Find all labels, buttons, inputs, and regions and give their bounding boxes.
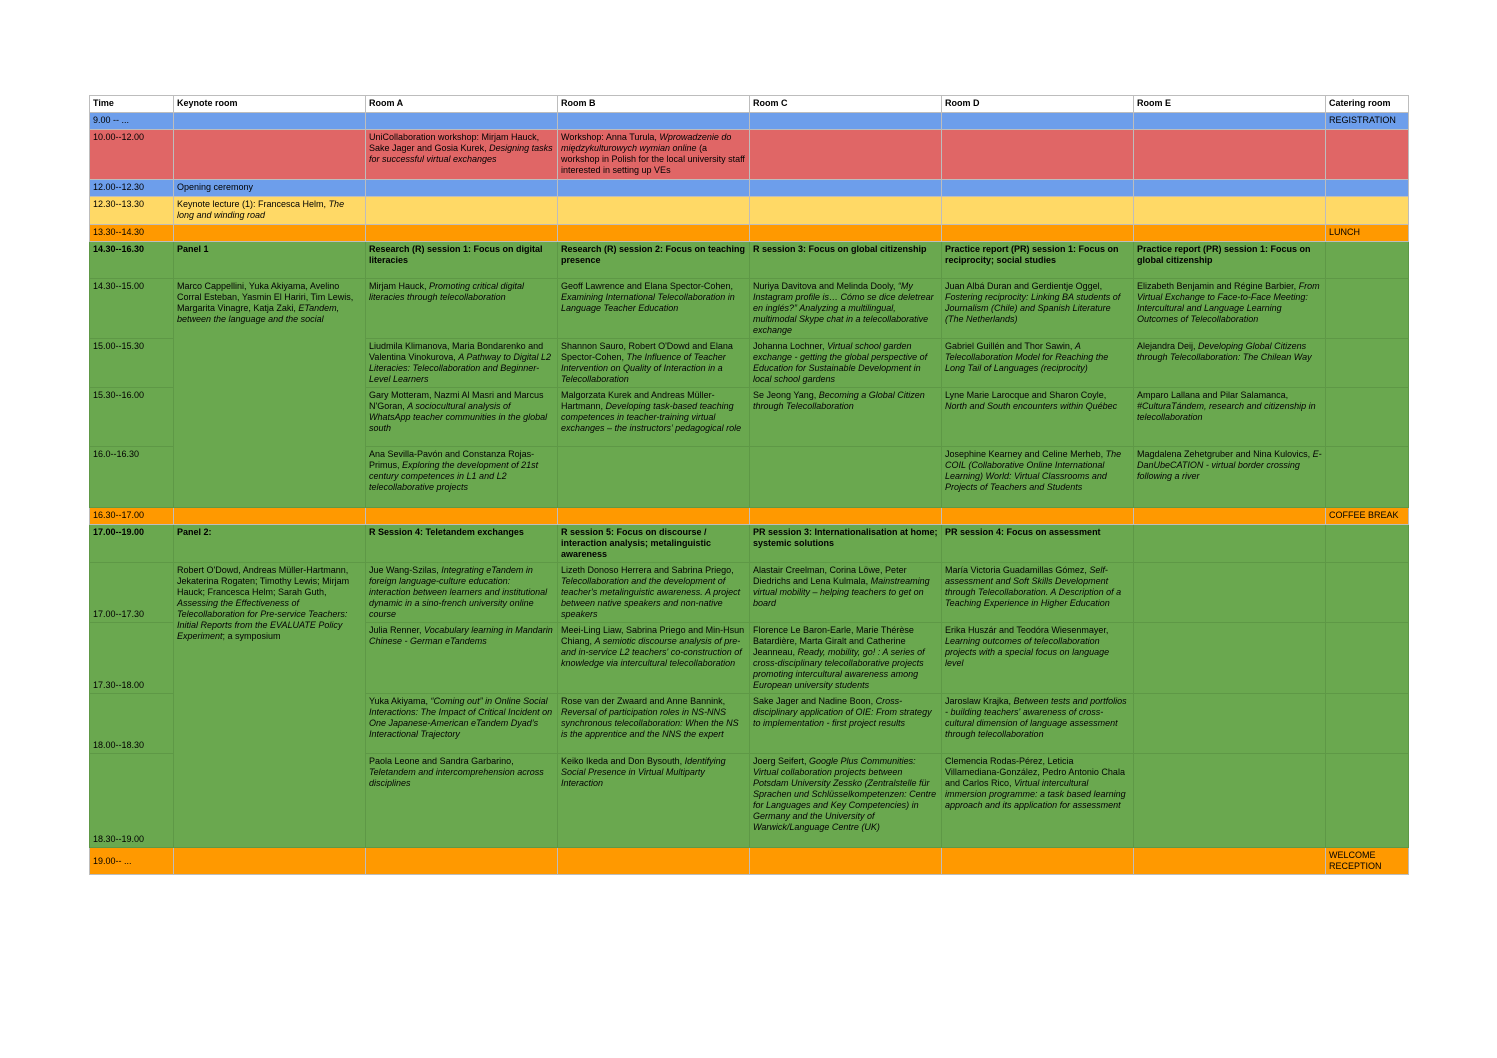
time-cell (90, 525, 174, 563)
empty-cell (1326, 339, 1409, 388)
empty-cell (366, 180, 558, 197)
time-cell: 16.0--16.30 (90, 447, 174, 508)
talk-title: A semiotic discourse analysis of pre- and in-service L2 teachers' co-construction of knowledge via intercultural telecollaboration (561, 636, 742, 668)
talk-title: Reversal of participation roles in NS-NNS synchronous telecollaboration: When the NS is the apprentice and the NNS the expert (561, 707, 739, 739)
empty-cell (366, 225, 558, 242)
session-heading: PR session 4: Focus on assessment (945, 527, 1101, 537)
empty-cell (1326, 130, 1409, 180)
session-heading-cell (942, 242, 1134, 279)
talk-title: Fostering reciprocity: Linking BA students of Journalism (Chile) and Spanish Literature (The Netherlands) (945, 292, 1121, 324)
talk-title: A Telecollaboration Model for Reaching the Long Tail of Languages (reciprocity) (945, 341, 1109, 373)
empty-cell (174, 113, 366, 130)
talk-authors: Paola Leone and Sandra Garbarino, (369, 756, 514, 766)
panel-title: Assessing the Effectiveness of Telecollaboration for Pre-service Teachers: Initial Reports from the EVALUATE Policy Experiment (177, 598, 348, 641)
talk-authors: Geoff Lawrence and Elana Spector-Cohen, (561, 281, 733, 291)
session-note: (a workshop in Polish for the local university staff interested in setting up VEs (561, 143, 745, 175)
empty-cell (1326, 388, 1409, 447)
talk-cell (750, 563, 942, 623)
catering-cell: COFFEE BREAK (1326, 508, 1409, 525)
talk-authors: Ana Sevilla-Pavón and Constanza Rojas-Primus, (369, 449, 535, 470)
talk-cell (366, 694, 558, 754)
talk-title: A Pathway to Digital L2 Literacies: Telecollaboration and Beginner-Level Learners (369, 352, 551, 384)
empty-cell (558, 180, 750, 197)
empty-cell (942, 848, 1134, 875)
session-cell (558, 130, 750, 180)
empty-cell (750, 130, 942, 180)
empty-cell (750, 180, 942, 197)
time-cell: 15.00--15.30 (90, 339, 174, 388)
empty-cell (750, 447, 942, 508)
keynote-speaker: Keynote lecture (1): Francesca Helm, (177, 199, 329, 209)
panel-authors: Marco Cappellini, Yuka Akiyama, Avelino Corral Esteban, Yasmin El Hariri, Tim Lewis, Margarita Vinagre, Katja Zaki, (177, 281, 354, 313)
panel-2-cell (174, 563, 366, 848)
empty-cell (174, 130, 366, 180)
panel-title: ETandem, between the language and the social (177, 303, 340, 324)
time-cell: 15.30--16.00 (90, 388, 174, 447)
talk-cell (558, 339, 750, 388)
talk-title: Identifying Social Presence in Virtual Multiparty Interaction (561, 756, 726, 788)
empty-cell (1134, 130, 1326, 180)
header-time: Time (90, 96, 174, 113)
talk-authors: Shannon Sauro, Robert O'Dowd and Elana Spector-Cohen, (561, 341, 733, 362)
talk-title: Telecollaboration and the development of teacher's metalinguistic awareness. A project between native speakers and non-native speakers (561, 576, 741, 619)
catering-cell: WELCOME RECEPTION (1326, 848, 1409, 875)
talk-title: Exploring the development of 21st century competences in L1 and L2 telecollaborative projects (369, 460, 539, 492)
schedule-row (90, 848, 1409, 875)
schedule-row (90, 242, 1409, 279)
schedule-row (90, 279, 1409, 339)
time-cell: 13.30--14.30 (90, 225, 174, 242)
talk-title: North and South encounters within Québec (945, 401, 1118, 411)
empty-cell (942, 180, 1134, 197)
empty-cell (1134, 694, 1326, 754)
talk-cell (942, 563, 1134, 623)
talk-authors: Clemencia Rodas-Pérez, Leticia Villamediana-González, Pedro Antonio Chala and Carlos Rico, (945, 756, 1125, 788)
empty-cell (942, 113, 1134, 130)
talk-cell (750, 754, 942, 848)
session-heading-cell (558, 242, 750, 279)
header-row (90, 96, 1409, 113)
talk-title: Teletandem and intercomprehension across disciplines (369, 767, 544, 788)
talk-cell (750, 388, 942, 447)
time-label: 14.30--16.30 (93, 244, 145, 254)
panel-1-cell (174, 279, 366, 508)
session-heading: R session 5: Focus on discourse / interaction analysis; metalinguistic awareness (561, 527, 712, 559)
empty-cell (750, 113, 942, 130)
talk-authors: Florence Le Baron-Earle, Marie Thérèse Batardière, Marta Giralt and Catherine Jeanneau, (753, 625, 914, 657)
talk-authors: Johanna Lochner, (753, 341, 828, 351)
header-room-b: Room B (558, 96, 750, 113)
talk-cell (942, 623, 1134, 694)
talk-authors: Sake Jager and Nadine Boon, (753, 696, 876, 706)
talk-cell (558, 623, 750, 694)
talk-title: Promoting critical digital literacies through telecollaboration (369, 281, 525, 302)
session-heading: R Session 4: Teletandem exchanges (369, 527, 524, 537)
keynote-cell (174, 197, 366, 225)
talk-authors: Mirjam Hauck, (369, 281, 430, 291)
header-room-a: Room A (366, 96, 558, 113)
talk-authors: Amparo Lallana and Pilar Salamanca, (1137, 390, 1289, 400)
empty-cell (558, 225, 750, 242)
session-heading-cell (558, 525, 750, 563)
empty-cell (1326, 525, 1409, 563)
talk-cell (366, 754, 558, 848)
session-heading-cell (366, 242, 558, 279)
talk-title: #CulturaTándem, research and citizenship in telecollaboration (1137, 401, 1316, 422)
empty-cell (750, 508, 942, 525)
talk-cell (1134, 447, 1326, 508)
panel-label: Panel 2: (177, 527, 212, 537)
session-authors: UniCollaboration workshop: Mirjam Hauck, Sake Jager and Gosia Kurek, (369, 132, 540, 153)
talk-title: Vocabulary learning in Mandarin Chinese - German eTandems (369, 625, 553, 646)
talk-title: “Coming out” in Online Social Interactions: The Impact of Critical Incident on One Japanese-American eTandem Dyad’s Interactional Trajectory (369, 696, 553, 739)
time-cell: 12.30--13.30 (90, 197, 174, 225)
talk-cell (366, 623, 558, 694)
empty-cell (1326, 447, 1409, 508)
talk-title: The COIL (Collaborative Online International Learning) World: Virtual Classrooms and Projects of Teachers and Students (945, 449, 1122, 492)
empty-cell (558, 113, 750, 130)
talk-cell (366, 388, 558, 447)
talk-title: A sociocultural analysis of WhatsApp teacher communities in the global south (369, 401, 548, 433)
empty-cell (1326, 563, 1409, 623)
time-cell: 9.00 -- ... (90, 113, 174, 130)
talk-authors: Alastair Creelman, Corina Löwe, Peter Diedrichs and Lena Kulmala, (753, 565, 907, 586)
header-room-c: Room C (750, 96, 942, 113)
talk-cell (750, 694, 942, 754)
talk-cell (942, 447, 1134, 508)
session-heading: Research (R) session 2: Focus on teaching presence (561, 244, 746, 265)
talk-authors: Liudmila Klimanova, Maria Bondarenko and Valentina Vinokurova, (369, 341, 544, 362)
schedule-row (90, 180, 1409, 197)
keynote-title: The long and winding road (177, 199, 345, 220)
talk-authors: Erika Huszár and Teodóra Wiesenmayer, (945, 625, 1109, 635)
keynote-cell (174, 525, 366, 563)
empty-cell (558, 848, 750, 875)
talk-authors: Juan Albá Duran and Gerdientje Oggel, (945, 281, 1103, 291)
empty-cell (1326, 180, 1409, 197)
time-cell: 10.00--12.00 (90, 130, 174, 180)
talk-title: Ready, mobility, go! : A series of cross-disciplinary telecollaborative projects promoting intercultural awareness among European university students (753, 647, 925, 690)
talk-title: Developing task-based teaching competences in teacher-training virtual exchanges – the instructors’ pedagogical role (561, 401, 742, 433)
session-heading: Practice report (PR) session 1: Focus on reciprocity; social studies (945, 244, 1119, 265)
talk-authors: Gary Motteram, Nazmi Al Masri and Marcus N'Goran, (369, 390, 544, 411)
time-cell: 18.30--19.00 (90, 754, 174, 848)
empty-cell (1326, 754, 1409, 848)
talk-authors: Meei-Ling Liaw, Sabrina Priego and Min-Hsun Chiang, (561, 625, 745, 646)
talk-title: “My Instagram profile is… Cómo se dice deletrear en inglés?” Analyzing a multilingual, multimodal Skype chat in a telecollaborative exchange (753, 281, 934, 335)
talk-authors: Nuriya Davitova and Melinda Dooly, (753, 281, 898, 291)
talk-cell (366, 279, 558, 339)
talk-title: Becoming a Global Citizen through Telecollaboration (753, 390, 925, 411)
empty-cell (366, 113, 558, 130)
empty-cell (1134, 623, 1326, 694)
talk-cell (558, 388, 750, 447)
time-cell: 16.30--17.00 (90, 508, 174, 525)
talk-authors: Lizeth Donoso Herrera and Sabrina Priego, (561, 565, 734, 575)
talk-title: Cross-disciplinary application of OIE: From strategy to implementation - first project results (753, 696, 932, 728)
empty-cell (1134, 754, 1326, 848)
talk-title: Google Plus Communities: Virtual collaboration projects between Potsdam University Zessko (Zentralstelle für Sprachen und Schlüsselkompetenzen: Centre for Languages and Key Competencies) in Germany and the University of Warwick/Language Centre (UK) (753, 756, 937, 832)
empty-cell (366, 508, 558, 525)
empty-cell (1134, 225, 1326, 242)
header-room-d: Room D (942, 96, 1134, 113)
talk-authors: Jaroslaw Krajka, (945, 696, 1014, 706)
talk-title: Examining International Telecollaboration in Language Teacher Education (561, 292, 735, 313)
talk-title: Virtual intercultural immersion programme: a task based learning approach and its application for assessment (945, 778, 1126, 810)
talk-cell (750, 279, 942, 339)
schedule-row (90, 113, 1409, 130)
empty-cell (558, 447, 750, 508)
time-cell: 17.30--18.00 (90, 623, 174, 694)
empty-cell (558, 508, 750, 525)
talk-cell (366, 447, 558, 508)
talk-cell (942, 754, 1134, 848)
schedule-row (90, 130, 1409, 180)
empty-cell (1134, 180, 1326, 197)
time-cell: 12.00--12.30 (90, 180, 174, 197)
keynote-cell: Opening ceremony (174, 180, 366, 197)
catering-cell: REGISTRATION (1326, 113, 1409, 130)
talk-authors: Magdalena Zehetgruber and Nina Kulovics, (1137, 449, 1313, 459)
talk-title: Self-assessment and Soft Skills Development through Telecollaboration. A Description of a Teaching Experience in Higher Education (945, 565, 1122, 608)
session-title: Designing tasks for successful virtual exchanges (369, 143, 553, 164)
empty-cell (1326, 279, 1409, 339)
time-cell: 18.00--18.30 (90, 694, 174, 754)
talk-title: E-DanUbeCATION - virtual border crossing following a river (1137, 449, 1322, 481)
session-heading: Research (R) session 1: Focus on digital literacies (369, 244, 543, 265)
empty-cell (558, 197, 750, 225)
schedule-row (90, 508, 1409, 525)
talk-cell (366, 339, 558, 388)
talk-cell (942, 694, 1134, 754)
empty-cell (1134, 563, 1326, 623)
empty-cell (942, 197, 1134, 225)
session-authors: Workshop: Anna Turula, (561, 132, 660, 142)
time-cell: 19.00-- ... (90, 848, 174, 875)
empty-cell (942, 508, 1134, 525)
empty-cell (1134, 508, 1326, 525)
talk-title: Learning outcomes of telecollaboration projects with a special focus on language level (945, 636, 1110, 668)
schedule-row (90, 197, 1409, 225)
time-label: 17.00--19.00 (93, 527, 145, 537)
talk-authors: Josephine Kearney and Celine Merheb, (945, 449, 1106, 459)
talk-title: Between tests and portfolios - building teachers' awareness of cross-cultural dimension of language assessment through telecollaboration (945, 696, 1127, 739)
talk-authors: María Victoria Guadamillas Gómez, (945, 565, 1090, 575)
talk-authors: Elizabeth Benjamin and Régine Barbier, (1137, 281, 1299, 291)
empty-cell (942, 130, 1134, 180)
talk-authors: Malgorzata Kurek and Andreas Müller-Hartmann, (561, 390, 715, 411)
talk-cell (558, 754, 750, 848)
talk-cell (558, 694, 750, 754)
talk-authors: Jue Wang-Szilas, (369, 565, 442, 575)
empty-cell (174, 508, 366, 525)
empty-cell (174, 848, 366, 875)
talk-title: The Influence of Teacher Intervention on Quality of Interaction in a Telecollaboration (561, 352, 726, 384)
empty-cell (366, 848, 558, 875)
session-title: Wprowadzenie do międzykulturowych wymian online (561, 132, 732, 153)
talk-cell (558, 563, 750, 623)
talk-cell (750, 623, 942, 694)
panel-authors: Robert O'Dowd, Andreas Müller-Hartmann, Jekaterina Rogaten; Timothy Lewis; Mirjam Hauck; Francesca Helm; Sarah Guth, (177, 565, 350, 597)
session-heading: Practice report (PR) session 1: Focus on global citizenship (1137, 244, 1311, 265)
session-heading: R session 3: Focus on global citizenship (753, 244, 927, 254)
header-room-e: Room E (1134, 96, 1326, 113)
session-heading-cell (942, 525, 1134, 563)
time-cell (90, 242, 174, 279)
talk-title: Virtual school garden exchange - getting the global perspective of Education for Sustainable Development in local school gardens (753, 341, 928, 384)
empty-cell (750, 197, 942, 225)
empty-cell (750, 225, 942, 242)
empty-cell (1134, 525, 1326, 563)
keynote-cell (174, 242, 366, 279)
talk-authors: Rose van der Zwaard and Anne Bannink, (561, 696, 726, 706)
schedule-row (90, 525, 1409, 563)
talk-title: Mainstreaming virtual mobility – helping teachers to get on board (753, 576, 930, 608)
empty-cell (1134, 113, 1326, 130)
talk-authors: Alejandra Deij, (1137, 341, 1199, 351)
talk-authors: Julia Renner, (369, 625, 425, 635)
header-catering-room: Catering room (1326, 96, 1409, 113)
talk-title: Integrating eTandem in foreign language-culture education: interaction between learners and institutional dynamic in a sino-french university online course (369, 565, 548, 619)
empty-cell (174, 225, 366, 242)
talk-cell (942, 388, 1134, 447)
talk-cell (942, 339, 1134, 388)
talk-authors: Yuka Akiyama, (369, 696, 431, 706)
talk-cell (366, 563, 558, 623)
session-heading-cell (750, 242, 942, 279)
panel-note: ; a symposium (222, 631, 281, 641)
empty-cell (1326, 197, 1409, 225)
schedule-row (90, 563, 1409, 623)
talk-authors: Keiko Ikeda and Don Bysouth, (561, 756, 685, 766)
talk-cell (942, 279, 1134, 339)
time-cell: 17.00--17.30 (90, 563, 174, 623)
panel-label: Panel 1 (177, 244, 209, 254)
talk-authors: Gabriel Guillén and Thor Sawin, (945, 341, 1075, 351)
talk-cell (558, 279, 750, 339)
catering-cell: LUNCH (1326, 225, 1409, 242)
session-heading-cell (1134, 242, 1326, 279)
session-heading: PR session 3: Internationalisation at home; systemic solutions (753, 527, 938, 548)
time-cell: 14.30--15.00 (90, 279, 174, 339)
talk-cell (750, 339, 942, 388)
empty-cell (750, 848, 942, 875)
empty-cell (1134, 197, 1326, 225)
talk-title: From Virtual Exchange to Face-to-Face Meeting: Intercultural and Language Learning Outcomes of Telecollaboration (1137, 281, 1320, 324)
empty-cell (366, 197, 558, 225)
empty-cell (1326, 694, 1409, 754)
talk-authors: Lyne Marie Larocque and Sharon Coyle, (945, 390, 1107, 400)
session-heading-cell (750, 525, 942, 563)
conference-schedule-table (89, 95, 1409, 875)
talk-cell (1134, 339, 1326, 388)
schedule-row (90, 225, 1409, 242)
empty-cell (942, 225, 1134, 242)
talk-cell (1134, 388, 1326, 447)
session-heading-cell (366, 525, 558, 563)
talk-authors: Joerg Seifert, (753, 756, 810, 766)
empty-cell (1326, 242, 1409, 279)
empty-cell (1326, 623, 1409, 694)
session-cell (366, 130, 558, 180)
header-keynote-room: Keynote room (174, 96, 366, 113)
talk-cell (1134, 279, 1326, 339)
talk-authors: Se Jeong Yang, (753, 390, 819, 400)
talk-title: Developing Global Citizens through Telecollaboration: The Chilean Way (1137, 341, 1312, 362)
empty-cell (1134, 848, 1326, 875)
